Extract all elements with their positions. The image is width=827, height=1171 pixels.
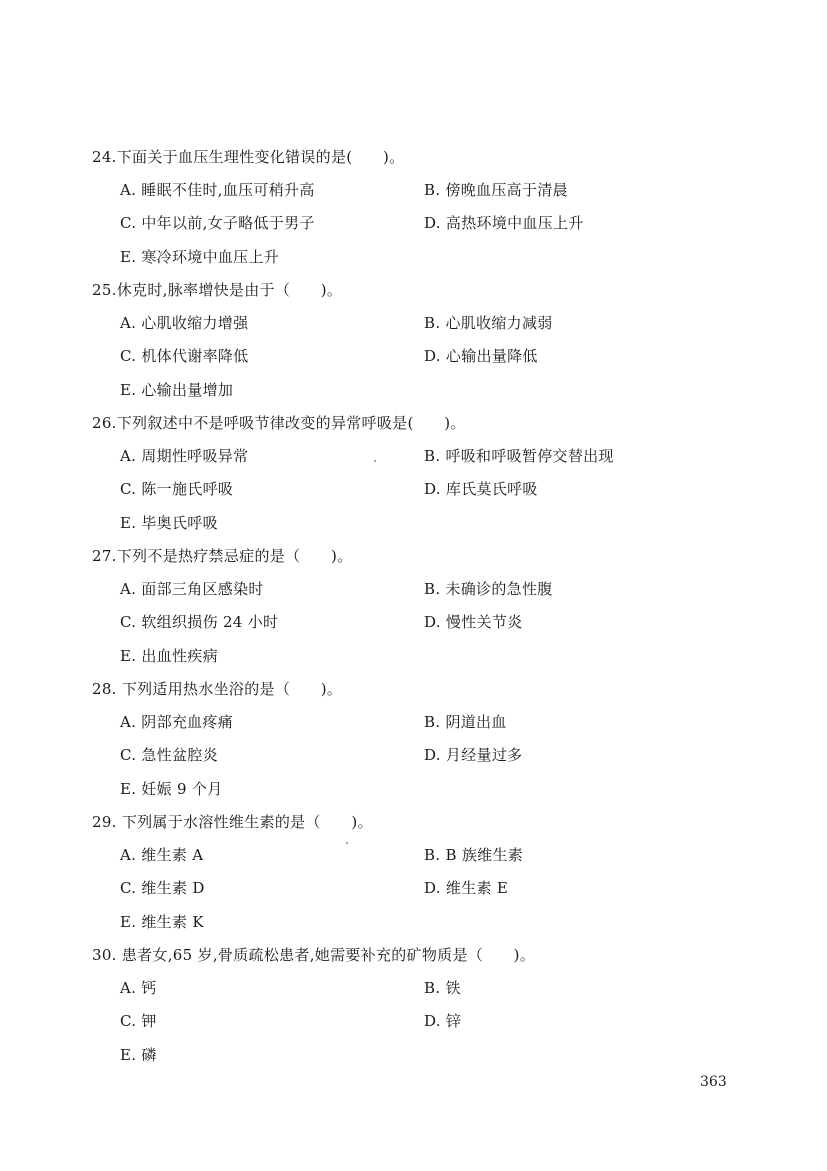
question-24-option-b: B. 傍晚血压高于清晨 [424, 181, 568, 199]
question-27-option-e: E. 出血性疾病 [120, 647, 218, 665]
question-29-option-c: C. 维生素 D [120, 879, 205, 897]
question-27-option-d: D. 慢性关节炎 [424, 613, 523, 631]
question-27-option-c: C. 软组织损伤 24 小时 [120, 613, 279, 631]
question-29-option-a: A. 维生素 A [120, 846, 204, 864]
question-28-option-c: C. 急性盆腔炎 [120, 746, 218, 764]
question-26-option-c: C. 陈一施氏呼吸 [120, 480, 234, 498]
question-25-option-d: D. 心输出量降低 [424, 347, 538, 365]
question-25-stem: 25.休克时,脉率增快是由于（ )。 [92, 281, 343, 299]
question-28-option-d: D. 月经量过多 [424, 746, 523, 764]
question-30-option-e: E. 磷 [120, 1046, 157, 1064]
question-28-option-a: A. 阴部充血疼痛 [120, 713, 234, 731]
scan-speck [374, 460, 376, 462]
question-27-stem: 27.下列不是热疗禁忌症的是（ )。 [92, 547, 353, 565]
question-24-option-e: E. 寒冷环境中血压上升 [120, 248, 280, 266]
question-28-stem: 28. 下列适用热水坐浴的是（ )。 [92, 680, 343, 698]
question-24-option-d: D. 高热环境中血压上升 [424, 214, 584, 232]
question-30-option-a: A. 钙 [120, 979, 157, 997]
scan-speck [346, 842, 348, 844]
question-29-option-e: E. 维生素 K [120, 913, 204, 931]
question-29-option-b: B. B 族维生素 [424, 846, 524, 864]
question-25-option-b: B. 心肌收缩力减弱 [424, 314, 553, 332]
question-25-option-e: E. 心输出量增加 [120, 381, 234, 399]
question-24-stem: 24.下面关于血压生理性变化错误的是( )。 [92, 148, 405, 166]
question-27-option-a: A. 面部三角区感染时 [120, 580, 264, 598]
question-26-option-d: D. 库氏莫氏呼吸 [424, 480, 538, 498]
question-26-option-b: B. 呼吸和呼吸暂停交替出现 [424, 447, 614, 465]
question-30-option-c: C. 钾 [120, 1012, 157, 1030]
question-25-option-c: C. 机体代谢率降低 [120, 347, 249, 365]
question-26-option-a: A. 周期性呼吸异常 [120, 447, 249, 465]
question-26-option-e: E. 毕奥氏呼吸 [120, 514, 218, 532]
question-30-option-d: D. 锌 [424, 1012, 462, 1030]
question-28-option-b: B. 阴道出血 [424, 713, 507, 731]
page-number: 363 [700, 1074, 727, 1090]
question-29-stem: 29. 下列属于水溶性维生素的是（ )。 [92, 813, 373, 831]
question-24-option-c: C. 中年以前,女子略低于男子 [120, 214, 315, 232]
question-25-option-a: A. 心肌收缩力增强 [120, 314, 249, 332]
question-27-option-b: B. 未确诊的急性腹 [424, 580, 553, 598]
question-24-option-a: A. 睡眠不佳时,血压可稍升高 [120, 181, 315, 199]
question-29-option-d: D. 维生素 E [424, 879, 509, 897]
question-28-option-e: E. 妊娠 9 个月 [120, 780, 223, 798]
question-30-stem: 30. 患者女,65 岁,骨质疏松患者,她需要补充的矿物质是（ )。 [92, 946, 536, 964]
question-30-option-b: B. 铁 [424, 979, 461, 997]
question-26-stem: 26.下列叙述中不是呼吸节律改变的异常呼吸是( )。 [92, 414, 466, 432]
